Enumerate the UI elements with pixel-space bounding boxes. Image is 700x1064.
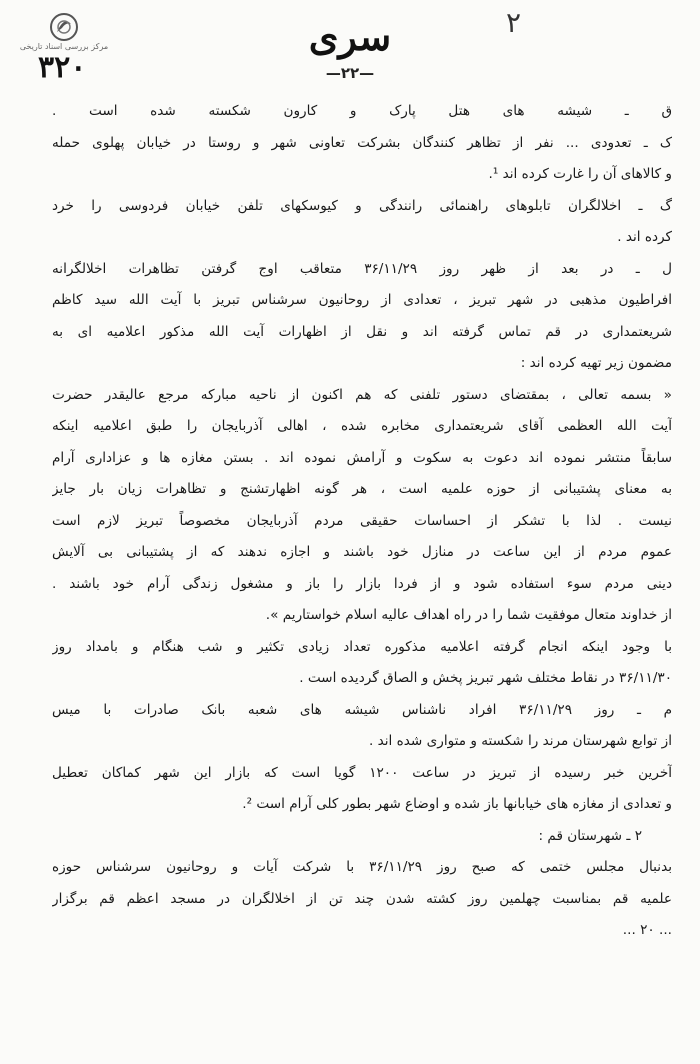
text-line: و کالاهای آن را غارت کرده اند ¹. bbox=[488, 166, 672, 182]
text-line: بدنبال مجلس ختمی که صبح روز ۳۶/۱۱/۲۹ با شرکت آیات و روحانیون سرشناس حوزه bbox=[52, 859, 672, 875]
text-line: علمیه قم بمناسبت چهلمین روز کشته شدن چند تن از اخلالگران در مسجد اعظم قم برگزار bbox=[52, 890, 672, 907]
text-line: از خداوند متعال موفقیت شما را در راه اهداف عالیه اسلام خواستاریم ». bbox=[265, 607, 672, 623]
text-line: ک ـ تعدودی ... نفر از تظاهر کنندگان بشرکت تعاونی شهر و روستا در خیابان پهلوی حمله bbox=[52, 134, 672, 151]
classification-title: سری bbox=[308, 14, 392, 59]
text-line-continued: ... ۲۰ ... bbox=[622, 922, 672, 938]
text-line: آیت الله العظمی آقای شریعتمداری مخابره شده ، اهالی آذربایجان را طبق اعلامیه اینکه bbox=[52, 418, 672, 434]
text-line: م ـ روز ۳۶/۱۱/۲۹ افراد ناشناس شیشه های شعبه بانک صادرات با میس bbox=[52, 701, 672, 718]
text-line: شریعتمداری در قم تماس گرفته اند و نقل از اظهارات آیت الله مذکور اعلامیه ای به bbox=[52, 323, 672, 340]
text-line: ق ـ شیشه های هتل پارک و کارون شکسته شده است . bbox=[52, 103, 672, 119]
sub-page-number: —۲۲— bbox=[325, 64, 375, 82]
text-line: و تعدادی از مغازه های خیابانها باز شده و اوضاع شهر بطور کلی آرام است ². bbox=[242, 796, 672, 812]
text-line: کرده اند . bbox=[617, 229, 672, 245]
page-number: ۳۲۰ bbox=[38, 50, 87, 85]
text-line: آخرین خبر رسیده از تبریز در ساعت ۱۲۰۰ گویا است که بازار این شهر کماکان تعطیل bbox=[52, 764, 672, 781]
text-line: عموم مردم از این ساعت در منازل خود باشند و اجازه ندهند که از پشتیبانی بی آلایش bbox=[52, 544, 672, 560]
text-line: ل ـ در بعد از ظهر روز ۳۶/۱۱/۲۹ متعاقب اوج گرفتن تظاهرات اخلالگرانه bbox=[52, 260, 672, 277]
text-line: به معنای پشتیبانی از حوزه علمیه است ، هر گونه اظهارتشنج و تظاهرات زیان بار جایز bbox=[52, 481, 672, 497]
section-heading: ۲ ـ شهرستان قم : bbox=[538, 827, 642, 844]
text-line: ۳۶/۱۱/۳۰ در نقاط مختلف شهر تبریز پخش و الصاق گردیده است . bbox=[299, 670, 672, 686]
margin-mark: ۲ bbox=[506, 6, 522, 39]
text-line: گ ـ اخلالگران تابلوهای راهنمائی رانندگی و کیوسکهای تلفن خیابان فردوسی را خرد bbox=[52, 197, 672, 214]
text-line: نیست . لذا با تشکر از احساسات حقیقی مردم آذربایجان مخصوصاً تبریز لازم است bbox=[52, 512, 672, 529]
text-line: افراطیون مذهبی در شهر تبریز ، تعدادی از روحانیون سرشناس تبریز با آیت الله سید کاظم bbox=[52, 292, 672, 308]
document-body bbox=[52, 96, 672, 1036]
archive-logo-text: مرکز بررسی اسناد تاریخی bbox=[19, 42, 109, 51]
text-line: دینی مردم سوء استفاده شود و از فردا بازار را باز و مشغول زندگی آرام خود باشند . bbox=[52, 575, 672, 592]
text-line: سابقاً منتشر نموده اند دعوت به سکوت و آرامش نموده اند . بستن مغازه ها و عزاداری آرام bbox=[52, 449, 672, 466]
text-line: « بسمه تعالی ، بمقتضای دستور تلفنی که هم اکنون از ناحیه مبارکه مرجع عالیقدر حضرت bbox=[52, 386, 672, 403]
text-line: مضمون زیر تهیه کرده اند : bbox=[520, 355, 672, 371]
text-line: با وجود اینکه انجام گرفته اعلامیه مذکوره تعداد زیادی تکثیر و شب هنگام و بامداد روز bbox=[52, 638, 672, 655]
text-line: از توابع شهرستان مرند را شکسته و متواری شده اند . bbox=[369, 733, 672, 749]
